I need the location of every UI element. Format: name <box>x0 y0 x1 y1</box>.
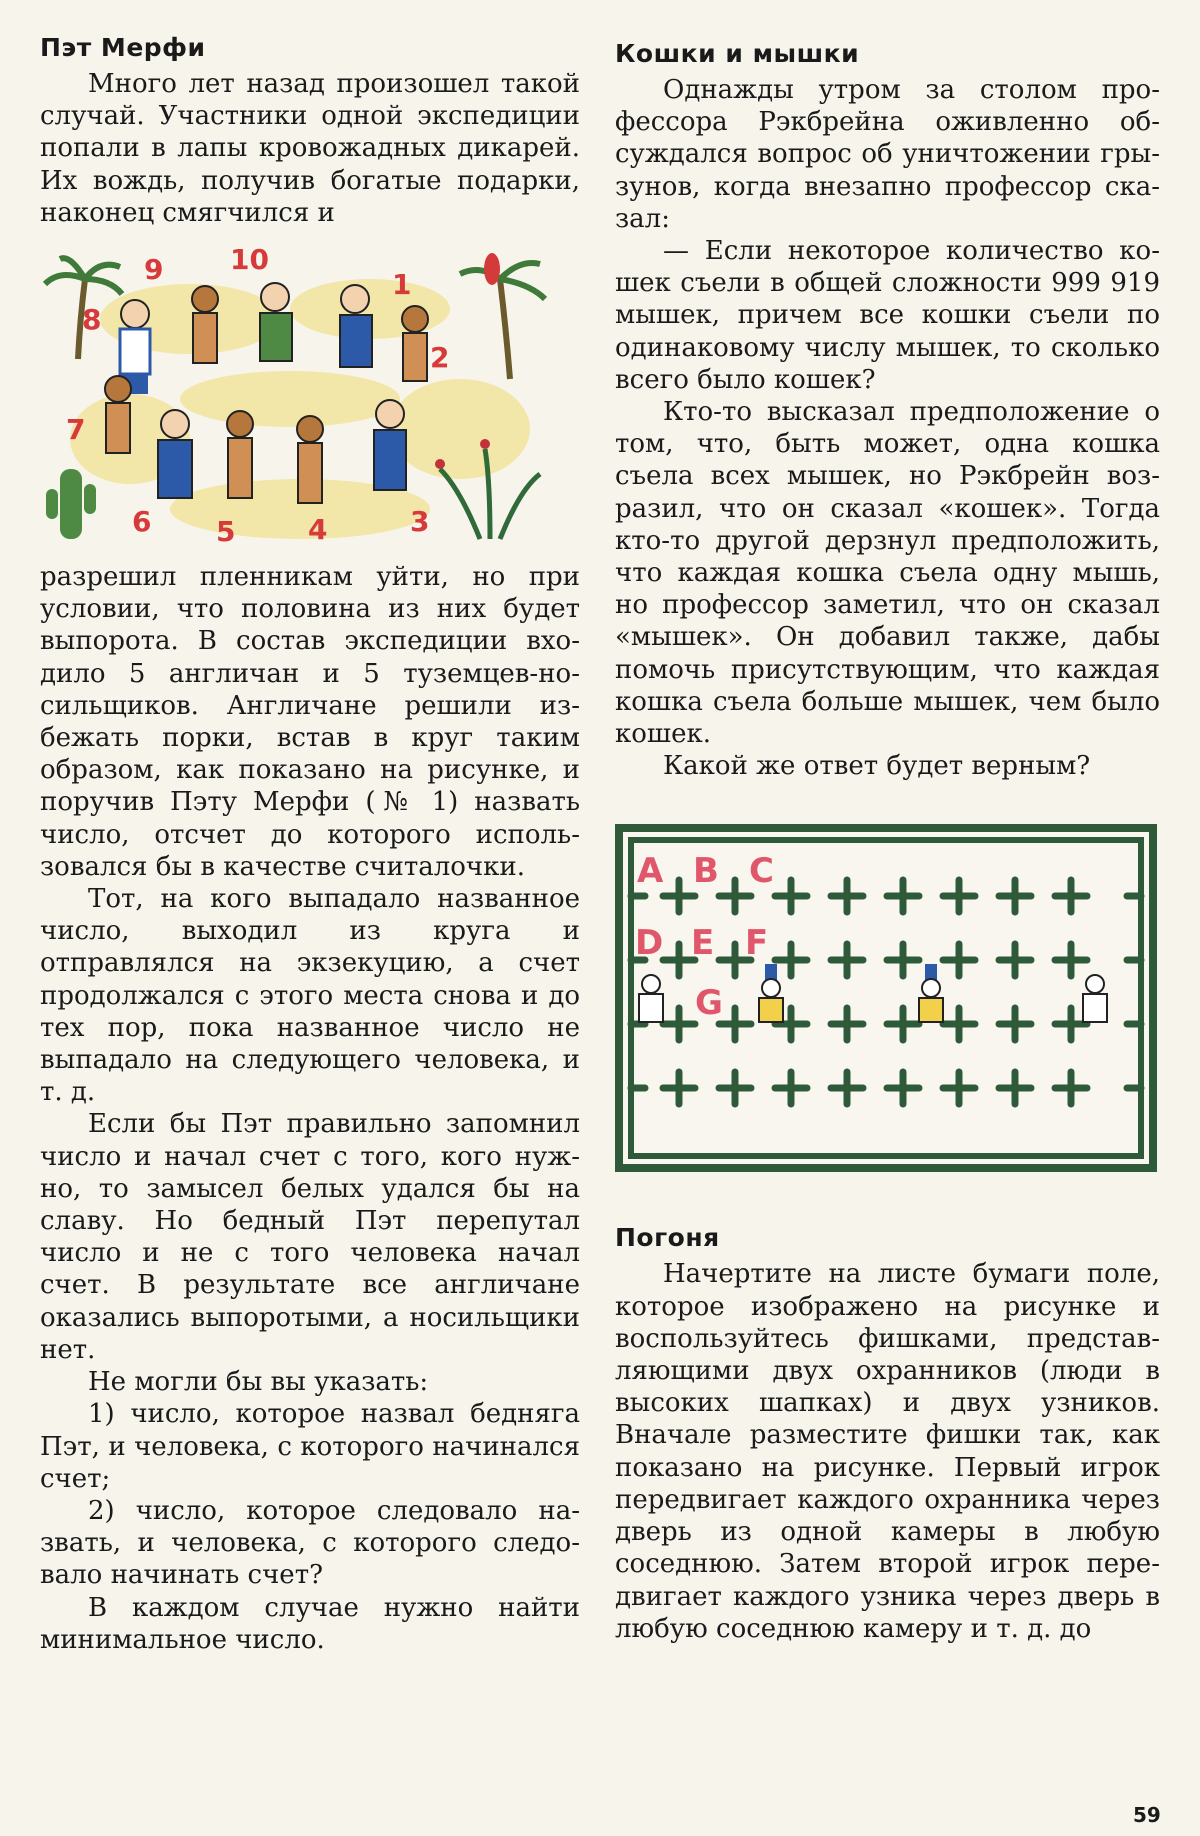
prisoner-right-icon <box>1083 975 1107 1022</box>
number-1: 1 <box>392 268 412 302</box>
person-6-explorer <box>158 410 192 498</box>
person-4-porter <box>297 416 323 503</box>
paragraph: Не могли бы вы указать: <box>88 1367 429 1398</box>
person-10-explorer <box>260 283 292 361</box>
letter-g: G <box>695 983 723 1024</box>
person-2-porter <box>402 306 428 381</box>
number-8: 8 <box>82 303 102 337</box>
puzzle-title-pat-murphy: Пэт Мерфи <box>40 33 206 62</box>
paragraph: Тот, на кого выпадало названное число, выходил из круга и отправлялся на экзекуцию, а счет продолжался с этого места снова и до тех пор, пока названное число не выпадало на следующего человека, и т. д. <box>40 884 580 1108</box>
palm-tree-right-icon <box>460 253 545 379</box>
circle-drawing <box>40 239 580 549</box>
number-5: 5 <box>216 515 236 549</box>
number-7: 7 <box>66 413 86 447</box>
letter-f: F <box>745 923 769 964</box>
paragraph: Начертите на листе бумаги поле, которое изображено на рисунке и воспользуйтесь фишками, представляющими двух охранников (люди в высоких шапках) и двух узников. Вначале разместите фишки так, как показано на рисунке. Первый игрок передвигает каждого охранника через дверь из одной камеры в любую соседнюю. Затем второй игрок передвигает каждого узника через дверь в любую соседнюю камеру и т. д. до <box>615 1259 1160 1644</box>
number-2: 2 <box>430 341 450 375</box>
letter-e: E <box>691 923 715 964</box>
number-10: 10 <box>230 243 269 277</box>
paragraph: разрешил пленникам уйти, но при условии, что половина из них будет выпорота. В состав экспедиции входило 5 англичан и 5 туземцев-носильщиков. Англичане решили избежать порки, встав в круг таким образом, как показано на рисунке, и поручив Пэту Мерфи (№ 1) назвать число, отсчет до которого использовался бы в качестве считалочки. <box>40 562 580 882</box>
paragraph: 1) число, которое назвал бедняга Пэт, и человека, с которого начинался счет; <box>40 1399 580 1494</box>
letter-b: B <box>693 851 719 892</box>
letter-d: D <box>635 923 664 964</box>
right-column <box>615 28 1160 1645</box>
paragraph: 2) число, которое следовало назвать, и человека, с которого следовало начинать счет? <box>40 1495 580 1591</box>
chase-board <box>615 824 1160 1174</box>
letter-a: A <box>637 851 664 892</box>
paragraph: Если бы Пэт правильно запомнил число и начал счет с того, кого нужно, то замысел белых удался бы на славу. Но бедный Пэт перепутал число и не с того человека начал счет. В результате все англичане оказались выпоротыми, а носильщики нет. <box>40 1109 580 1365</box>
paragraph: Однажды утром за столом профессора Рэкбрейна оживленно обсуждался вопрос об уничтожении грызунов, когда внезапно профессор сказал: <box>615 75 1160 234</box>
number-9: 9 <box>144 253 164 287</box>
page-number: 59 <box>1133 1803 1161 1827</box>
prisoner-left-icon <box>639 975 663 1022</box>
puzzle-title-cats-and-mice: Кошки и мышки <box>615 39 860 68</box>
paragraph: Какой же ответ будет верным? <box>663 751 1091 782</box>
person-3-explorer <box>374 400 406 490</box>
puzzle-title-chase: Погоня <box>615 1223 720 1253</box>
circle-illustration <box>40 239 580 553</box>
paragraph: — Если некоторое количество кошек съели в общей сложности 999 919 мышек, причем все кошки съели по одинаковому числу мышек, то сколько всего было кошек? <box>615 236 1160 395</box>
cactus-icon <box>46 469 96 539</box>
number-4: 4 <box>308 513 328 547</box>
number-3: 3 <box>410 505 430 539</box>
person-9-porter <box>192 286 218 363</box>
paragraph: Кто-то высказал предположение о том, что, быть может, одна кошка съела всех мышек, но Рэкбрейн возразил, что он сказал «кошек». Тогда кто-то другой дерзнул предположить, что каждая кошка съела одну мышь, но профессор заметил, что он сказал «мышек». Он добавил также, дабы помочь присутствующим, что каждая кошка съела больше мышек, чем было кошек. <box>615 397 1160 750</box>
person-7-porter <box>105 376 131 453</box>
chase-board-illustration <box>615 824 1160 1178</box>
person-5-porter <box>227 411 253 498</box>
paragraph: В каждом случае нужно найти минимальное число. <box>40 1592 580 1655</box>
left-column <box>40 28 580 1656</box>
paragraph: Много лет назад произошел такой случай. Участники одной экспедиции попали в лапы кровожадных дикарей. Их вождь, получив богатые подарки, наконец смягчился и <box>40 69 580 228</box>
letter-c: C <box>749 851 774 892</box>
number-6: 6 <box>132 505 152 539</box>
person-1-explorer <box>340 285 372 367</box>
